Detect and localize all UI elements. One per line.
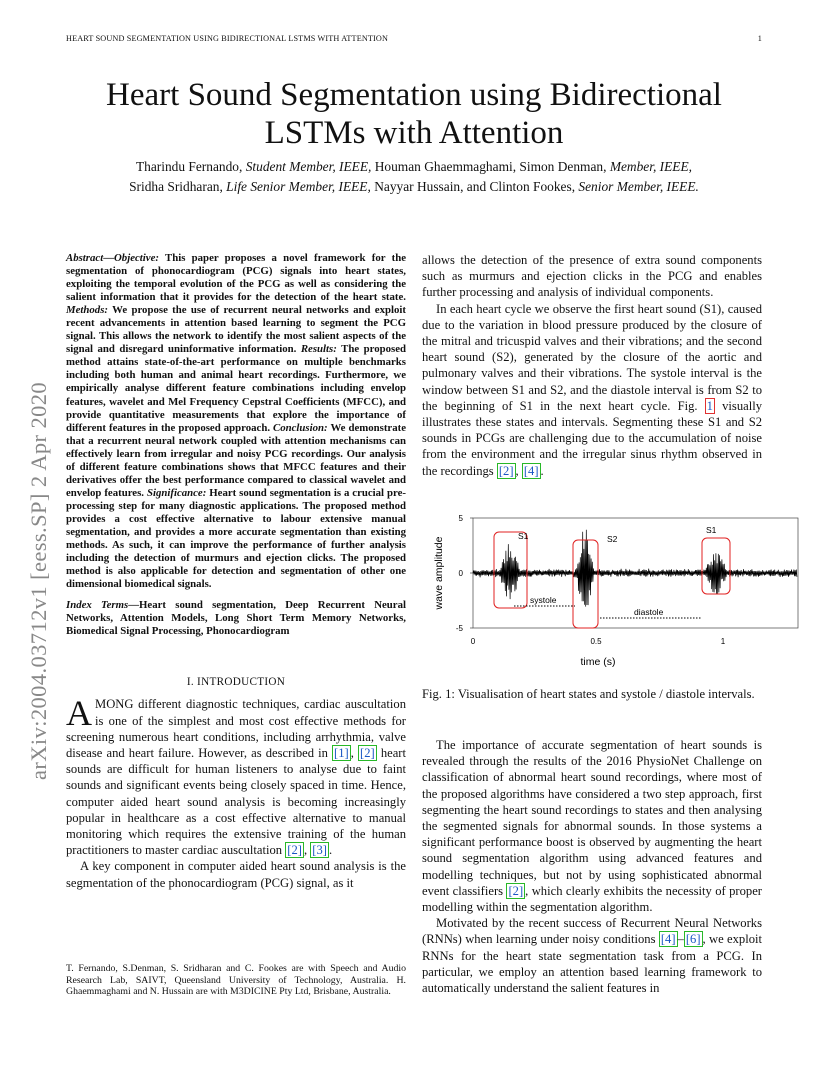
right-column-lower xyxy=(422,737,762,996)
abstract-significance: Heart sound segmentation is a crucial pre-processing step for many diagnostic applications. The proposed method provides a cost effective alternative to labour extensive manual segmentation, and provides a more accurate segmentation than existing methods. As such, it can improve the performance of further analysis including the detection of murmurs and ejection clicks. The proposed method is also applicable for detection and segmentation of other one dimensional biomedical signals. xyxy=(66,486,406,591)
y-axis-label: wave amplitude xyxy=(433,536,445,610)
conclusion-label: Conclusion: xyxy=(273,421,328,434)
author-3-role: Life Senior Member, IEEE, xyxy=(226,179,371,194)
separator: , xyxy=(303,843,308,858)
author-4-role: Senior Member, IEEE. xyxy=(578,179,699,194)
right-p3-text-a: The importance of accurate segmentation of heart sounds is revealed through the results of the 2016 PhysioNet Challenge on classification of abnormal heart sound recordings, where most of the proposed algorithms have considered a two step approach, first segmenting the heart sound recordings to states and then analysing the segmented signals for abnormal sounds. In those systems a significant performance boost is observed by augmenting the heart sound segmentation algorithm using advanced features and modelling techniques, but not by using sophisticated abnormal event classifiers xyxy=(422,738,762,898)
s2-label: S2 xyxy=(607,534,618,544)
citation-link[interactable]: [2] xyxy=(498,463,514,478)
title-line-2: LSTMs with Attention xyxy=(264,115,564,151)
figure-link[interactable]: 1 xyxy=(706,398,713,413)
author-3: Sridha Sridharan, xyxy=(129,179,223,194)
author-list xyxy=(40,157,788,197)
right-paragraph-4 xyxy=(422,915,762,996)
author-1: Tharindu Fernando, xyxy=(135,159,243,174)
s1-label: S1 xyxy=(518,531,529,541)
right-paragraph-3 xyxy=(422,737,762,915)
figure-caption: Fig. 1: Visualisation of heart states and systole / diastole intervals. xyxy=(422,687,755,701)
left-column xyxy=(66,252,406,891)
intro-p1-text-b: heart sounds are difficult for human listeners to analyse due to faint sounds and significant events being closely spaced in time. Hence, computer aided heart sound analysis is becoming increasingly popular in healthcare as a cost effective alternative to manual monitoring which requires the extensive training of the human practitioners to master cardiac auscultation xyxy=(66,745,406,858)
citation-link[interactable]: [4] xyxy=(523,463,539,478)
objective-label: Objective: xyxy=(114,252,159,264)
abstract-methods: We propose the use of recurrent neural networks and exploit recent advancements in attention based learning to segment the PCG signal. This allows the network to identify the most salient aspects of the signal and disregard uninformative information. xyxy=(66,304,406,356)
y-tick-label: 0 xyxy=(458,569,463,578)
abstract-label: Abstract xyxy=(66,252,104,264)
drop-cap: A xyxy=(66,693,92,734)
right-p2-text-a: In each heart cycle we observe the first heart sound (S1), caused due to the variation in blood pressure produced by the closure of the mitral and tricuspid valves and their vibrations; and the second heart sound (S2), generated by the closure of the aortic and pulmonary valves and their vibrations. The systole interval is the window between S1 and S2, and the diastole interval is from S2 to the beginning of S1 in the next heart cycle. Fig. xyxy=(422,301,762,413)
intro-p1-text-a: different diagnostic techniques, cardiac auscultation is one of the simplest and most cost effective methods for screening numerous heart conditions, including arrhythmia, valve disease and heart failure. However, as described in xyxy=(66,697,406,760)
dash: – xyxy=(677,932,684,947)
author-4: Nayyar Hussain, and Clinton Fookes, xyxy=(374,179,576,194)
right-paragraph-2 xyxy=(422,301,762,479)
abstract-objective: This paper proposes a novel framework for the segmentation of phonocardiogram (PCG) signals into heart states, exploiting the temporal evolution of the PCG as well as considering the salient information that it provides for the detection of the heart state. xyxy=(66,252,406,304)
page-number: 1 xyxy=(757,34,762,43)
arxiv-identifier[interactable]: arXiv:2004.03712v1 [eess.SP] 2 Apr 2020 xyxy=(26,381,51,780)
pcg-signal-line xyxy=(473,530,797,607)
y-tick-label: -5 xyxy=(455,624,463,633)
affiliation-footnote: T. Fernando, S.Denman, S. Sridharan and C. Fookes are with Speech and Audio Research Lab, SAIVT, Queensland University of Technology, Australia. H. Ghaemmaghami and N. Hussain are with M3DICINE Pty Ltd, Brisbane, Australia. xyxy=(66,963,406,998)
citation-link[interactable]: [4] xyxy=(660,932,676,947)
period: . xyxy=(540,463,544,478)
author-2: Houman Ghaemmaghami, Simon Denman, xyxy=(374,159,607,174)
index-terms: Index Terms—Heart sound segmentation, Deep Recurrent Neural Networks, Attention Models, Long Short Term Memory Networks, Biomedical Signal Processing, Phonocardiogram xyxy=(66,599,406,638)
right-p3-text-b: , which clearly exhibits the necessity of proper modelling within the segmentation algorithm. xyxy=(422,883,762,915)
author-2-role: Member, IEEE, xyxy=(609,159,692,174)
citation-link[interactable]: [6] xyxy=(685,932,701,947)
results-label: Results: xyxy=(300,343,337,356)
right-p2-text-b: visually illustrates these states and intervals. Segmenting these S1 and S2 sounds in PCGs are challenging due to the accumulation of noise from the environment and the irregular sinus rhythm observed in the recordings xyxy=(422,398,763,478)
paper-title xyxy=(0,76,828,152)
x-axis-label: time (s) xyxy=(580,656,616,668)
author-1-role: Student Member, IEEE, xyxy=(245,159,372,174)
figure-1 xyxy=(430,510,800,680)
abstract: Abstract—Objective: This paper proposes a novel framework for the segmentation of phonocardiogram (PCG) signals into heart states, exploiting the temporal evolution of the PCG as well as considering the salient information that it provides for the detection of the heart state. Methods: We propose the use of recurrent neural networks and exploit recent advancements in attention based learning to segment the PCG signal. This allows the network to identify the most salient aspects of the signal and disregard uninformative information. Results: The proposed method attains state-of-the-art performance on multiple benchmarks including both human and animal heart recordings. Furthermore, we empirically analyse different feature combinations including envelop features, wavelet and Mel Frequency Cepstral Coefficients (MFCC), and provide quantitative measurements that explore the importance of different features in the proposed approach. Conclusion: We demonstrate that a recurrent neural network coupled with attention mechanisms can effectively learn from irregular and noisy PCG recordings. Our analysis of different feature combinations shows that MFCC features and their derivatives offer the best performance compared to classical wavelet and envelop features. Significance: Heart sound segmentation is a crucial pre-processing step for many diagnostic applications. The proposed method provides a cost effective alternative to labour extensive manual segmentation, and provides a more accurate segmentation than existing methods. As such, it can improve the performance of further analysis including the detection of murmurs and ejection clicks. The proposed method is also applicable for detection and segmentation of other one dimensional biomedical signals. xyxy=(66,252,407,591)
separator: , xyxy=(515,463,519,478)
index-terms-text: Heart sound segmentation, Deep Recurrent Neural Networks, Attention Models, Long Short Term Memory Networks, Biomedical Signal Processing, Phonocardiogram xyxy=(66,599,406,638)
x-tick-label: 0 xyxy=(470,637,476,646)
abstract-results: The proposed method attains state-of-the-art performance on multiple benchmarks including both human and animal heart recordings. Furthermore, we empirically analyse different feature combinations including envelop features, wavelet and Mel Frequency Cepstral Coefficients (MFCC), and provide quantitative measurements that explore the importance of different features in the proposed approach. xyxy=(66,343,406,434)
running-head xyxy=(66,34,762,43)
right-column xyxy=(422,252,762,479)
x-tick-label: 1 xyxy=(720,637,726,646)
intro-paragraph-2: A key component in computer aided heart sound analysis is the segmentation of the phonocardiogram (PCG) signal, as it xyxy=(66,859,406,890)
title-line-1: Heart Sound Segmentation using Bidirectional xyxy=(106,77,722,113)
citation-link[interactable]: [2] xyxy=(287,843,302,858)
citation-link[interactable]: [3] xyxy=(312,843,327,858)
period: . xyxy=(328,843,333,858)
abstract-conclusion: We demonstrate that a recurrent neural network coupled with attention mechanisms can effectively learn from irregular and noisy PCG recordings. Our analysis of different feature combinations shows that MFCC features and their derivatives offer the best performance compared to classical wavelet and envelop features. xyxy=(66,421,407,499)
systole-label: systole xyxy=(530,595,557,605)
diastole-label: diastole xyxy=(634,607,664,617)
citation-link[interactable]: [1] xyxy=(334,745,349,760)
intro-lead: MONG xyxy=(95,697,134,712)
x-tick-label: 0.5 xyxy=(590,637,602,646)
index-terms-label: Index Terms xyxy=(66,599,129,612)
separator: , xyxy=(350,745,354,760)
right-p4-text-b: , we exploit RNNs for the heart state segmentation task from a PCG. In particular, we employ an attention based learning framework to automatically understand the salient features in xyxy=(422,932,763,996)
citation-link[interactable]: [2] xyxy=(508,883,524,898)
s1-label: S1 xyxy=(706,525,717,535)
heart-signal-plot xyxy=(430,510,800,680)
intro-paragraph-1 xyxy=(66,693,406,858)
methods-label: Methods: xyxy=(66,304,108,317)
section-heading: I. INTRODUCTION xyxy=(186,676,286,689)
right-paragraph-1: allows the detection of the presence of extra sound components such as murmurs and ejection clicks in the PCG and enables further processing and analysis of individual components. xyxy=(422,253,762,300)
significance-label: Significance: xyxy=(146,486,207,499)
right-p4-text-a: Motivated by the recent success of Recurrent Neural Networks (RNNs) when learning under noisy conditions xyxy=(422,916,762,947)
y-tick-label: 5 xyxy=(458,514,463,523)
running-head-title: HEART SOUND SEGMENTATION USING BIDIRECTIONAL LSTMS WITH ATTENTION xyxy=(66,34,389,43)
citation-link[interactable]: [2] xyxy=(360,745,375,760)
